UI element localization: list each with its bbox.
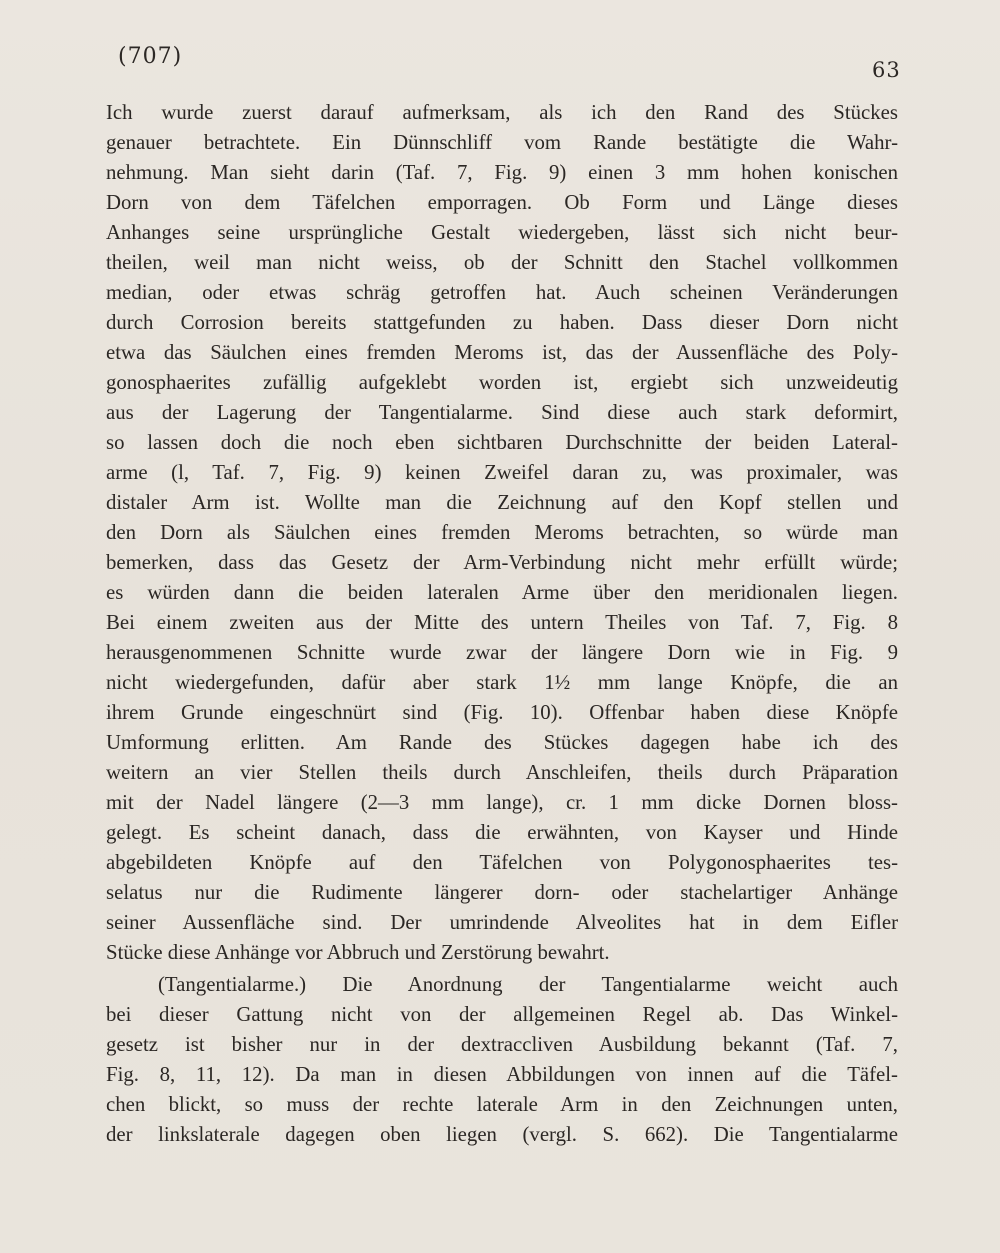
text-line: Umformung erlitten. Am Rande des Stückes dagegen habe ich des — [106, 731, 898, 754]
page-number: 63 — [872, 58, 901, 82]
text-line: bemerken, dass das Gesetz der Arm-Verbindung nicht mehr erfüllt würde; — [106, 551, 898, 574]
text-line: selatus nur die Rudimente längerer dorn- oder stachelartiger Anhänge — [106, 881, 898, 904]
text-line: nicht wiedergefunden, dafür aber stark 1½ mm lange Knöpfe, die an — [106, 671, 898, 694]
body-text — [106, 98, 898, 1150]
text-line: arme (l, Taf. 7, Fig. 9) keinen Zweifel daran zu, was proximaler, was — [106, 461, 898, 484]
text-line: Bei einem zweiten aus der Mitte des untern Theiles von Taf. 7, Fig. 8 — [106, 611, 898, 634]
text-line: bei dieser Gattung nicht von der allgemeinen Regel ab. Das Winkel- — [106, 1003, 898, 1026]
text-line: gesetz ist bisher nur in der dextraccliven Ausbildung bekannt (Taf. 7, — [106, 1033, 898, 1056]
text-line: ihrem Grunde eingeschnürt sind (Fig. 10). Offenbar haben diese Knöpfe — [106, 701, 898, 724]
text-line: distaler Arm ist. Wollte man die Zeichnung auf den Kopf stellen und — [106, 491, 898, 514]
text-line: nehmung. Man sieht darin (Taf. 7, Fig. 9) einen 3 mm hohen konischen — [106, 161, 898, 184]
text-line: genauer betrachtete. Ein Dünnschliff vom Rande bestätigte die Wahr- — [106, 131, 898, 154]
text-line: Ich wurde zuerst darauf aufmerksam, als ich den Rand des Stückes — [106, 101, 898, 124]
text-line: gonosphaerites zufällig aufgeklebt worden ist, ergiebt sich unzweideutig — [106, 371, 898, 394]
text-line: Stücke diese Anhänge vor Abbruch und Zerstörung bewahrt. — [106, 941, 610, 964]
text-line: median, oder etwas schräg getroffen hat. Auch scheinen Veränderungen — [106, 281, 898, 304]
text-line: Dorn von dem Täfelchen emporragen. Ob Form und Länge dieses — [106, 191, 898, 214]
text-line: abgebildeten Knöpfe auf den Täfelchen von Polygonosphaerites tes- — [106, 851, 898, 874]
text-line: seiner Aussenfläche sind. Der umrindende Alveolites hat in dem Eifler — [106, 911, 898, 934]
text-line: chen blickt, so muss der rechte laterale Arm in den Zeichnungen unten, — [106, 1093, 898, 1116]
page-header-left: (707) — [118, 44, 183, 69]
text-line: es würden dann die beiden lateralen Arme über den meridionalen liegen. — [106, 581, 898, 604]
text-line: theilen, weil man nicht weiss, ob der Schnitt den Stachel vollkommen — [106, 251, 898, 274]
text-line: Fig. 8, 11, 12). Da man in diesen Abbildungen von innen auf die Täfel- — [106, 1063, 898, 1086]
text-line: gelegt. Es scheint danach, dass die erwähnten, von Kayser und Hinde — [106, 821, 898, 844]
text-line: den Dorn als Säulchen eines fremden Meroms betrachten, so würde man — [106, 521, 898, 544]
text-line: durch Corrosion bereits stattgefunden zu haben. Dass dieser Dorn nicht — [106, 311, 898, 334]
text-line: aus der Lagerung der Tangentialarme. Sind diese auch stark deformirt, — [106, 401, 898, 424]
text-line: (Tangentialarme.) Die Anordnung der Tangentialarme weicht auch — [158, 973, 898, 996]
text-line: herausgenommenen Schnitte wurde zwar der längere Dorn wie in Fig. 9 — [106, 641, 898, 664]
text-line: etwa das Säulchen eines fremden Meroms ist, das der Aussenfläche des Poly- — [106, 341, 898, 364]
text-line: weitern an vier Stellen theils durch Anschleifen, theils durch Präparation — [106, 761, 898, 784]
text-line: so lassen doch die noch eben sichtbaren Durchschnitte der beiden Lateral- — [106, 431, 898, 454]
text-line: der linkslaterale dagegen oben liegen (vergl. S. 662). Die Tangentialarme — [106, 1123, 898, 1146]
text-line: mit der Nadel längere (2—3 mm lange), cr. 1 mm dicke Dornen bloss- — [106, 791, 898, 814]
text-line: Anhanges seine ursprüngliche Gestalt wiedergeben, lässt sich nicht beur- — [106, 221, 898, 244]
